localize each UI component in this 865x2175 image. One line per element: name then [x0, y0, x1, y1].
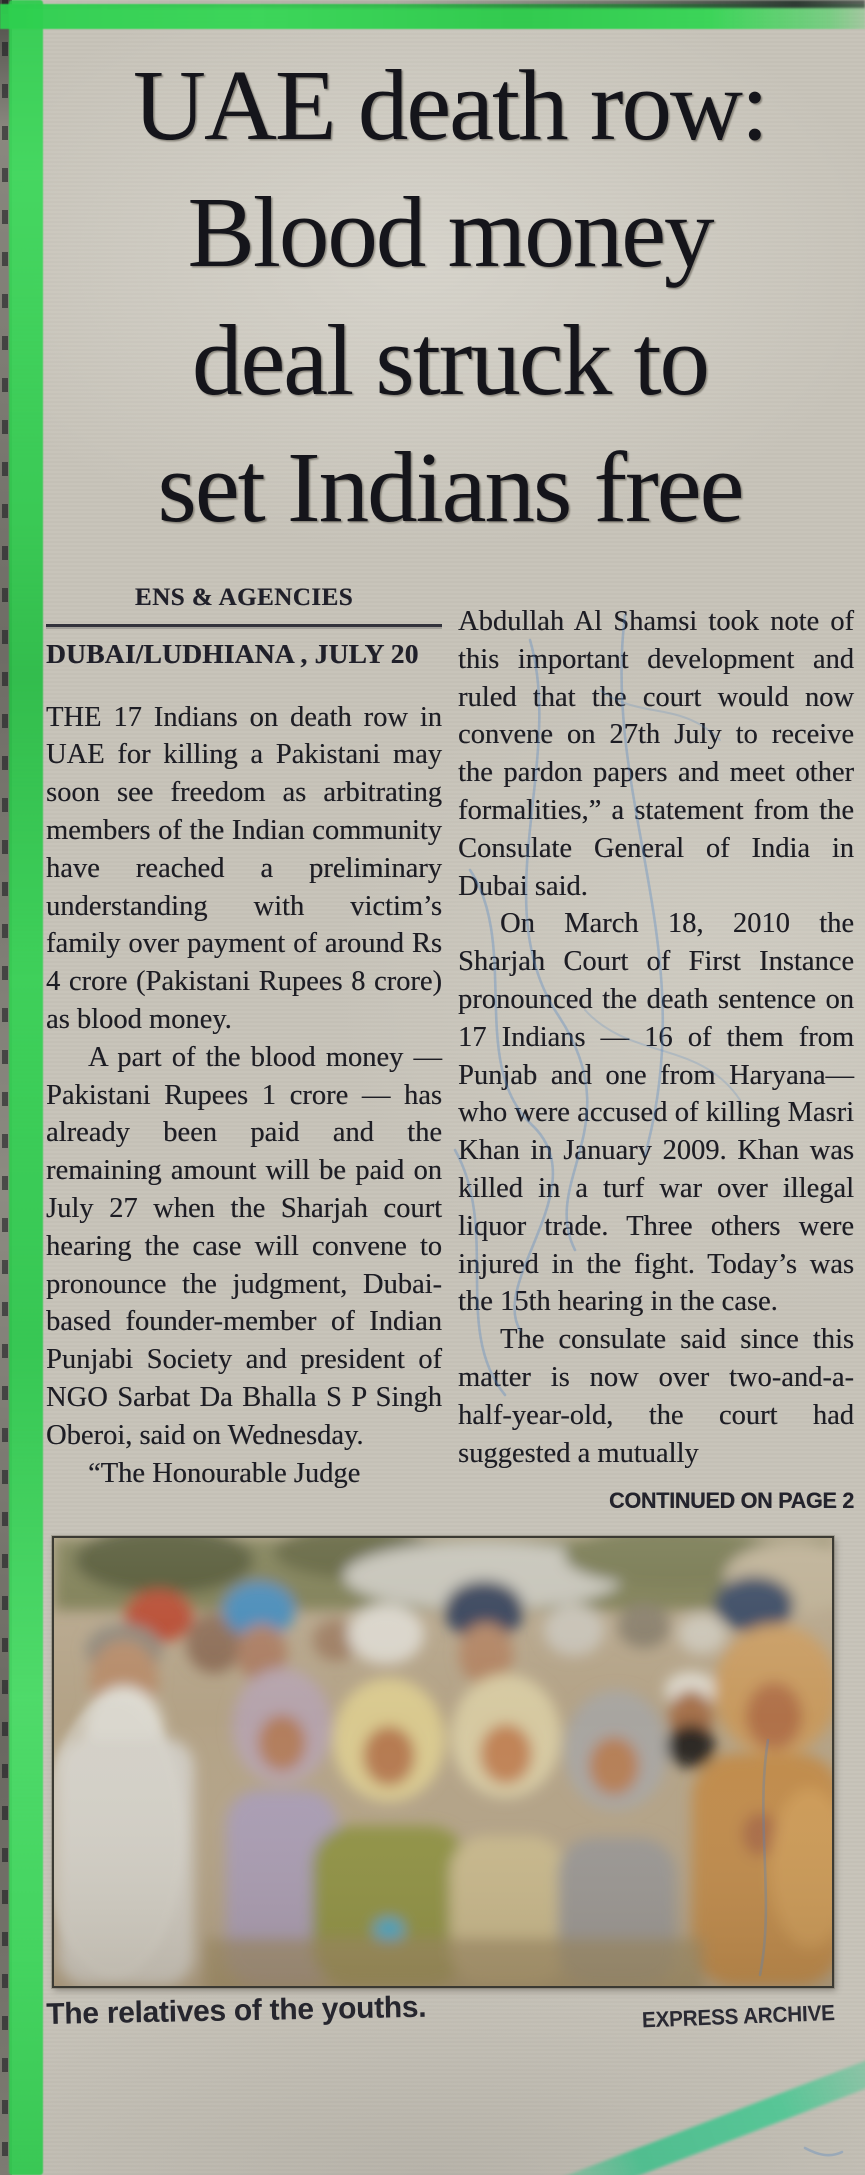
headline-line-1: UAE death row:: [133, 49, 767, 161]
right-column: [458, 579, 854, 1520]
news-photo: [52, 1536, 834, 1988]
body-paragraph: THE 17 Indians on death row in UAE for killing a Pakistani may soon see freedom as arbitrating members of the Indian community have reached a preliminary understanding with victim’s family over payment of around Rs 4 crore (Pakistani Rupees 8 crore) as blood money.: [46, 701, 442, 1035]
caption-row: [46, 1990, 838, 2033]
body-paragraph: A part of the blood money — Pakistani Rupees 1 crore — has already been paid and the remaining amount will be paid on July 27 when the Sharjah court hearing the case will convene to pronounce the judgment, Dubai-based founder-member of Indian Punjabi Society and president of NGO Sarbat Da Bhalla S P Singh Oberoi, said on Wednesday.: [46, 1041, 442, 1451]
body-paragraph: The consulate said since this matter is now over two-and-a-half-year-old, the court had suggested a mutually: [458, 1324, 854, 1469]
top-edge-shadow-line: [0, 0, 865, 8]
continued-on-page-note: CONTINUED ON PAGE 2: [609, 1488, 854, 1514]
headline-line-3: deal struck to: [191, 303, 709, 416]
photo-caption: The relatives of the youths.: [46, 1990, 427, 2032]
dateline: DUBAI/LUDHIANA , JULY 20: [46, 637, 419, 669]
body-columns: [46, 579, 854, 1520]
headline-line-2: Blood money: [187, 176, 713, 289]
byline: ENS & AGENCIES: [134, 584, 354, 611]
headline-line-4: set Indians free: [157, 430, 743, 543]
body-paragraph: On March 18, 2010 the Sharjah Court of First Instance pronounced the death sentence on 17 Indians — 16 of them from Punjab and one from Haryana—who were accused of killing Masri Khan in January 2009. Khan was killed in a turf war over illegal liquor trade. Three others were injured in the fight. Today’s was the 15th hearing in the case.: [458, 908, 854, 1318]
crowd-photo-illustration: [54, 1538, 832, 1986]
green-highlighter-diagonal-stripe: [529, 2054, 865, 2175]
photo-credit: EXPRESS ARCHIVE: [641, 2000, 835, 2033]
body-paragraph: “The Honourable Judge: [88, 1457, 361, 1489]
body-paragraph: Abdullah Al Shamsi took note of this important development and ruled that the court would now convene on 27th July to receive the pardon papers and meet other formalities,” a statement from the Consulate General of India in Dubai said.: [458, 606, 854, 902]
article: [46, 0, 854, 2032]
green-highlighter-left-stripe: [9, 0, 43, 2175]
byline-rule: [46, 624, 442, 627]
left-column: [46, 579, 442, 1520]
headline: [46, 42, 854, 551]
byline-block: [46, 579, 442, 673]
